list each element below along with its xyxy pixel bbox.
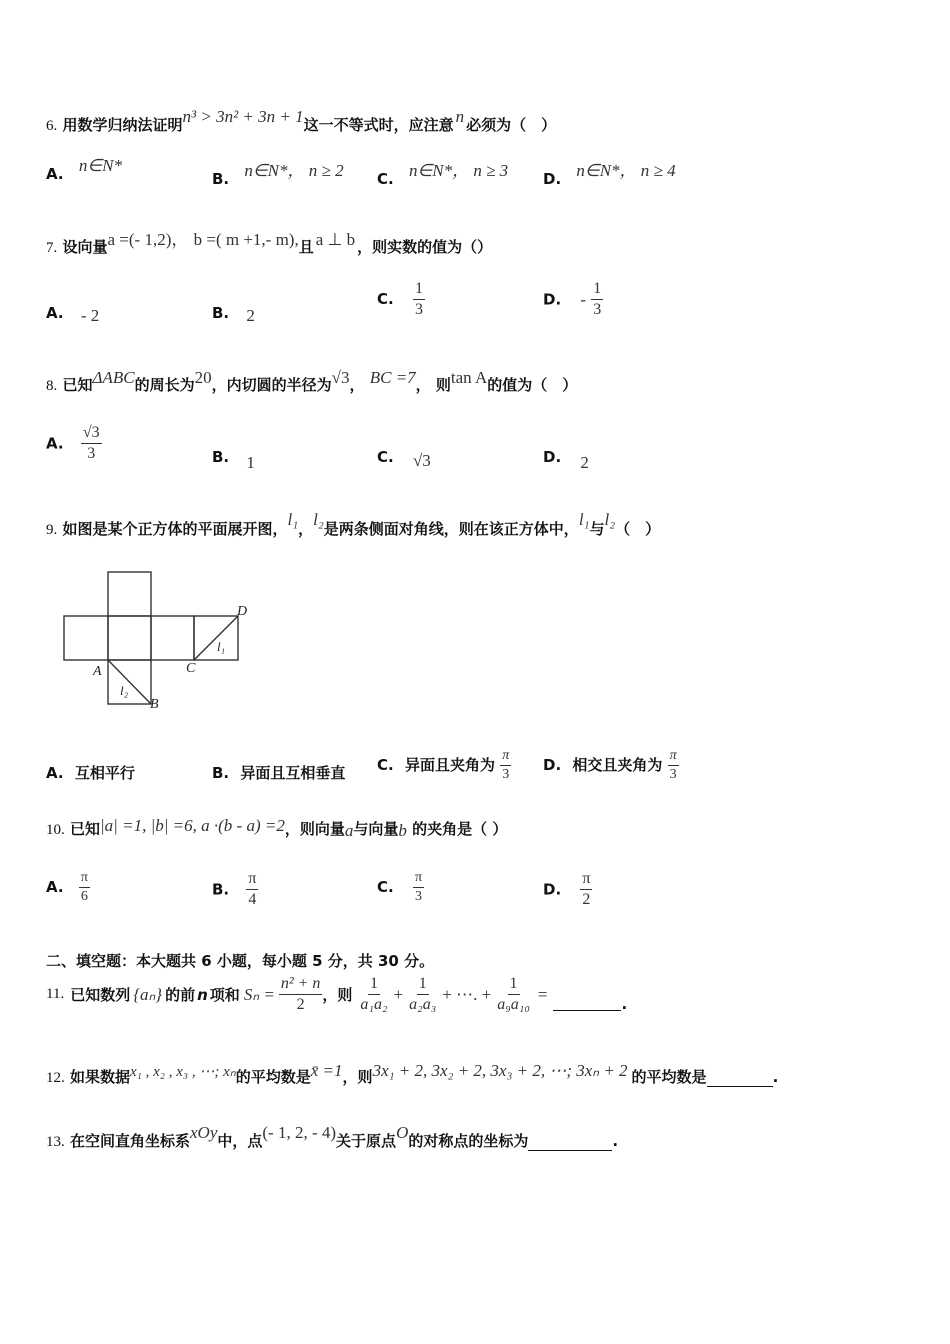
q10-option-b[interactable] [212,870,258,910]
q11-term-3 [495,975,532,1015]
q12-text-mid: 的平均数是 [235,1068,311,1086]
option-fraction [580,870,592,910]
q6-variable: n [455,107,465,126]
q7-option-b[interactable] [212,303,255,323]
option-text: 1 [246,453,255,472]
q12-text-pre: 如果数据 [69,1068,130,1086]
q13-number: 13. [46,1134,65,1150]
option-letter: A. [46,434,64,453]
section-2-heading: 二、填空题：本大题共 6 小题，每小题 5 分，共 30 分。 [46,952,435,970]
fraction-numerator: 1 [413,280,425,300]
option-letter: B. [212,170,230,188]
option-letter: B. [212,304,230,322]
q9-option-b[interactable] [212,762,345,783]
q6-stem [46,107,557,135]
option-fraction [668,748,679,783]
label-l1: l₁ [217,639,226,654]
fraction-numerator: π [413,870,424,888]
option-letter: A. [46,878,64,897]
q13-text-mid2: 关于原点 [336,1132,397,1150]
q9-text-mid: 是两条侧面对角线，则在该正方体中， [323,520,579,538]
fraction-denominator: 6 [80,889,88,905]
option-text: n∈N* [78,156,122,175]
q10-text-post: 的夹角是（ ） [412,820,508,838]
option-fraction [591,280,603,320]
fraction-denominator: 3 [593,301,602,319]
q8-text-3: ， [349,376,365,394]
q11-then: ，则 [322,986,353,1005]
q10-condition: |a| =1, |b| =6, a ·(b - a) =2 [100,816,285,835]
net-face-top [108,572,151,616]
q13-period: . [612,1132,619,1150]
q9-text-post: （ ） [615,520,661,538]
q11-sn-fraction [279,975,323,1015]
label-c: C [186,661,196,676]
q9-l1-again: l₁ [578,510,590,529]
q8-triangle: ΔABC [92,368,135,387]
q8-stem [46,368,578,395]
q8-text-4: ， 则 [415,376,451,394]
label-b: B [150,697,159,712]
q9-with: 与 [589,520,605,538]
q11-n: n [197,985,208,1004]
q7-perp: a ⊥ b [315,230,356,249]
q13-origin: O [396,1123,409,1142]
option-letter: C. [377,290,394,309]
option-letter: D. [543,170,562,188]
q11-plus: + [393,984,404,1004]
q9-comma: ， [298,520,314,538]
fraction-denominator: 3 [502,767,510,783]
q10-number: 10. [46,822,65,838]
q8-tan: tan A [450,368,488,387]
q11-sequence: {aₙ} [133,984,163,1004]
q8-perimeter: 20 [194,368,212,387]
fraction-numerator: n² + n [279,975,323,995]
diagonal-l1 [194,616,238,660]
fraction-numerator: π [79,870,90,888]
fraction-denominator: a₂a₃ [409,996,437,1014]
q6-text-mid: 这一不等式时，应注意 [303,116,454,134]
option-text: - 2 [80,306,100,325]
q8-text-2: ，内切圆的半径为 [211,376,332,394]
net-face-right [151,616,194,660]
option-fraction [500,748,511,783]
option-letter: D. [543,756,562,775]
label-d: D [237,604,248,619]
fraction-numerator: 1 [368,975,380,995]
option-text: 互相平行 [74,764,135,782]
q12-answer-blank[interactable] [707,1072,773,1087]
q12-period: . [772,1068,779,1086]
q11-sn: Sₙ = [243,984,275,1004]
option-text: 异面且夹角为 [404,756,495,775]
option-text: √3 [412,451,431,470]
q10-stem [46,818,507,839]
q12-number: 12. [46,1070,65,1086]
q13-text-mid: 中，点 [217,1132,263,1150]
q9-l2: l₂ [313,510,324,529]
q10-text-mid2: 与向量 [353,820,399,838]
label-l2: l₂ [120,683,129,698]
option-sign: - [580,289,587,309]
fraction-denominator: a₁a₂ [360,996,388,1014]
q12-expression: 3x₁ + 2, 3x₂ + 2, 3x₃ + 2, ⋯; 3xₙ + 2 [372,1061,628,1080]
q11-term-2 [407,975,438,1015]
q7-stem [46,232,492,257]
q11-period: . [621,994,628,1013]
q9-option-c[interactable] [377,748,511,783]
q6-number: 6. [46,118,58,134]
option-letter: B. [212,764,230,782]
q12-then: ，则 [342,1068,373,1086]
q9-option-a[interactable] [46,762,135,783]
q11-term-1 [358,975,389,1015]
q10-option-d[interactable] [543,870,592,910]
q10-text-mid1: ，则向量 [284,820,345,838]
option-letter: A. [46,304,64,322]
fraction-denominator: 3 [87,445,96,463]
q11-text-mid: 的前 [165,986,196,1005]
q12-data-list: x₁ , x₂ , x₃ , ⋯; xₙ [130,1064,236,1080]
q7-option-a[interactable] [46,303,99,323]
fraction-denominator: 3 [414,301,423,319]
q8-option-a[interactable] [46,424,102,464]
q8-text-pre: 已知 [62,376,93,394]
q9-stem [46,510,661,539]
q8-text-1: 的周长为 [134,376,195,394]
fraction-denominator: 4 [248,891,257,909]
cube-net-figure [50,565,260,715]
option-letter: C. [377,756,394,775]
q8-bc: BC =7 [369,368,416,387]
q7-vector-a: a =(- 1,2)， [107,230,189,249]
option-letter: C. [377,170,394,188]
q13-text-post: 的对称点的坐标为 [408,1132,529,1150]
fraction-numerator: 1 [417,975,429,995]
q6-text-post: 必须为（ ） [466,116,557,134]
q11-stem [46,975,627,1015]
q6-option-c[interactable] [377,161,509,189]
option-letter: A. [46,165,64,183]
option-text: n∈N*， n ≥ 2 [244,161,344,180]
q8-option-d[interactable] [543,447,589,472]
option-text: 相交且夹角为 [572,756,663,775]
fraction-denominator: 2 [296,996,305,1014]
q13-answer-blank[interactable] [528,1136,612,1151]
q12-mean: x̄ =1 [310,1061,343,1080]
q10-vector-b: b [398,821,407,840]
q6-inequality: n³ > 3n² + 3n + 1 [182,107,304,126]
q6-option-d[interactable] [543,161,676,189]
option-text: 2 [580,453,589,472]
label-a: A [93,664,102,679]
diagonal-l2 [108,660,151,704]
q8-number: 8. [46,378,58,394]
q11-text-pre: 已知数列 [70,986,131,1005]
q11-dots: + ⋯. + [442,984,492,1004]
q7-option-d[interactable] [543,280,603,320]
q9-l2-again: l₂ [604,510,616,529]
q8-radius: √3 [331,368,350,387]
q7-vector-b: b =( m +1,- m), [193,230,299,249]
q10-vector-a: a [344,821,354,840]
fraction-numerator: π [580,870,592,890]
option-text: 异面且互相垂直 [240,764,346,782]
option-letter: B. [212,880,230,899]
q11-answer-blank[interactable] [553,996,621,1011]
q10-option-c[interactable] [377,870,424,905]
q7-option-c[interactable] [377,280,425,320]
option-letter: C. [377,448,394,466]
net-face-left [64,616,108,660]
q11-text-mid2: 项和 [209,986,240,1005]
option-fraction [413,280,425,320]
option-fraction [79,870,90,905]
option-letter: C. [377,878,394,897]
fraction-numerator: √3 [81,424,102,444]
fraction-numerator: π [668,748,679,766]
q10-option-a[interactable] [46,870,90,905]
q9-number: 9. [46,522,58,538]
q7-text-post: ，则实数的值为（） [357,238,493,256]
q6-text-pre: 用数学归纳法证明 [62,116,183,134]
q9-text-pre: 如图是某个正方体的平面展开图， [62,520,288,538]
q11-number: 11. [46,986,65,1003]
q13-stem [46,1123,619,1151]
fraction-denominator: 3 [414,889,422,905]
net-face-center [108,616,151,660]
q12-stem [46,1061,779,1087]
option-letter: D. [543,448,562,466]
q7-text-pre: 设向量 [62,238,108,256]
fraction-numerator: π [500,748,511,766]
q12-text-post: 的平均数是 [631,1068,707,1086]
option-letter: B. [212,448,230,466]
q10-text-pre: 已知 [69,820,100,838]
q6-option-a[interactable] [46,156,122,184]
option-text: n∈N*， n ≥ 3 [408,161,509,180]
option-fraction [413,870,424,905]
q7-text-mid: 且 [298,238,314,256]
q9-l1: l₁ [287,510,299,529]
option-letter: D. [543,290,562,309]
option-letter: A. [46,764,64,782]
q8-text-post: 的值为（ ） [487,376,578,394]
fraction-denominator: a₉a₁₀ [497,996,530,1014]
fraction-numerator: 1 [591,280,603,300]
option-letter: D. [543,880,562,899]
option-text: n∈N*， n ≥ 4 [576,161,676,180]
option-fraction [246,870,258,910]
q6-option-b[interactable] [212,161,344,189]
q13-text-pre: 在空间直角坐标系 [69,1132,190,1150]
q13-coordinate-system: xOy [190,1123,218,1142]
q9-option-d[interactable] [543,748,679,783]
option-text: 2 [246,306,255,325]
q7-number: 7. [46,240,58,256]
q8-option-b[interactable] [212,447,255,472]
q8-option-c[interactable] [377,447,431,470]
fraction-numerator: π [246,870,258,890]
fraction-denominator: 3 [669,767,677,783]
option-fraction [81,424,102,464]
fraction-numerator: 1 [508,975,520,995]
q13-point: (- 1, 2, - 4) [262,1123,337,1142]
q11-equals: = [537,984,548,1004]
fraction-denominator: 2 [582,891,591,909]
